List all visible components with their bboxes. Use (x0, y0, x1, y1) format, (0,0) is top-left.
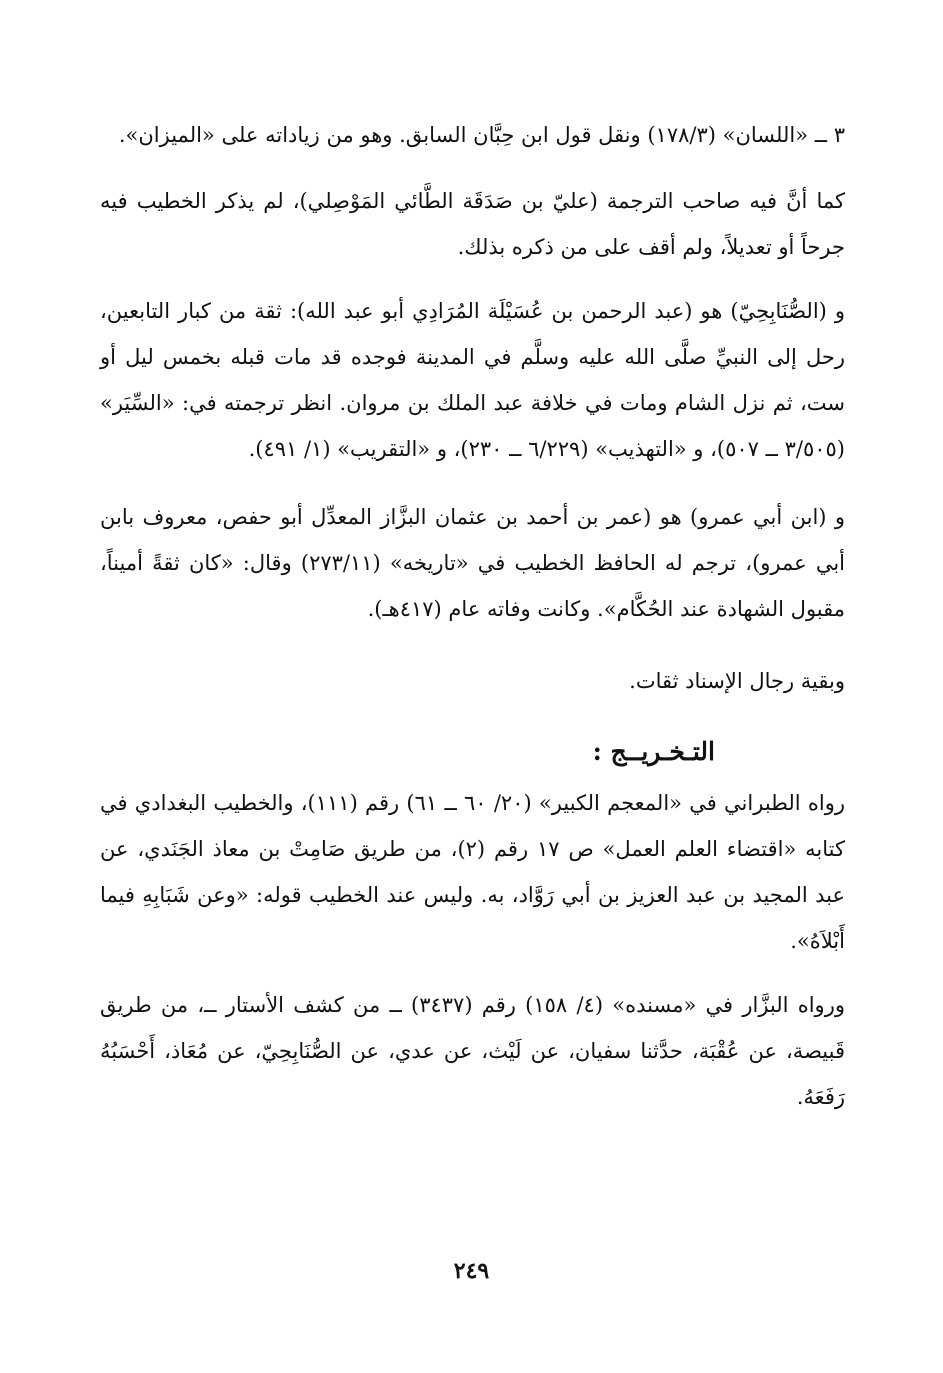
section-heading-takhrij: التـخـريــج : (592, 737, 715, 766)
paragraph-ibn-abi-amr: و (ابن أبي عمرو) هو (عمر بن أحمد بن عثمان البزَّاز المعدِّل أبو حفص، معروف بابن أبي عمرو)، ترجم له الحافظ الخطيب في «تاريخه» (٢٧٣/١١) وقال: «كان ثقةً أميناً، مقبول الشهادة عند الحُكَّام». وكانت وفاته عام (٤١٧هـ). (100, 505, 846, 621)
page-number: ٢٤٩ (453, 1258, 490, 1284)
paragraph-lisan: ٣ ــ «اللسان» (١٧٨/٣) ونقل قول ابن حِبَّان السابق. وهو من زياداته على «الميزان». (118, 123, 845, 147)
paragraph-tabarani: رواه الطبراني في «المعجم الكبير» (٢٠/ ٦٠ ــ ٦١) رقم (١١١)، والخطيب البغدادي في كتابه «اقتضاء العلم العمل» ص ١٧ رقم (٢)، من طريق صَامِتْ بن معاذ الجَنَدي، عن عبد المجيد بن عبد العزيز بن أبي رَوَّاد، به. وليس عند الخطيب قوله: «وعن شَبَابِهِ فيما أَبْلاَهُ». (100, 791, 845, 953)
paragraph-rest-of-isnad: وبقية رجال الإسناد ثقات. (629, 669, 845, 693)
paragraph-bazzar: ورواه البزَّار في «مسنده» (٤/ ١٥٨) رقم (٣٤٣٧) ــ من كشف الأستار ــ، من طريق قَبيصة، عن عُقْبَة، حدَّثنا سفيان، عن لَيْث، عن عدي، عن الصُّنَابِحِيّ، عن مُعَاذ، أَحْسَبُهُ رَفَعَهُ. (100, 993, 845, 1109)
page-body (100, 112, 845, 1120)
paragraph-sunabihi: و (الصُّنَابِحِيّ) هو (عبد الرحمن بن عُسَيْلَة المُرَادِي أبو عبد الله): ثقة من كبار التابعين، رحل إلى النبيِّ صلَّى الله عليه وسلَّم في المدينة فوجده قد مات قبله بخمس ليل أو ست، ثم نزل الشام ومات في خلافة عبد الملك بن مروان. انظر ترجمته في: «السِّيَر» (٣/٥٠٥ ــ ٥٠٧)، و «التهذيب» (٦/٢٢٩ ــ ٢٣٠)، و «التقريب» (١/ ٤٩١). (100, 299, 845, 461)
paragraph-ali-bin-sadaqa: كما أنَّ فيه صاحب الترجمة (عليّ بن صَدَقَة الطَّائي المَوْصِلي)، لم يذكر الخطيب فيه جرحاً أو تعديلاً، ولم أقف على من ذكره بذلك. (100, 189, 845, 259)
